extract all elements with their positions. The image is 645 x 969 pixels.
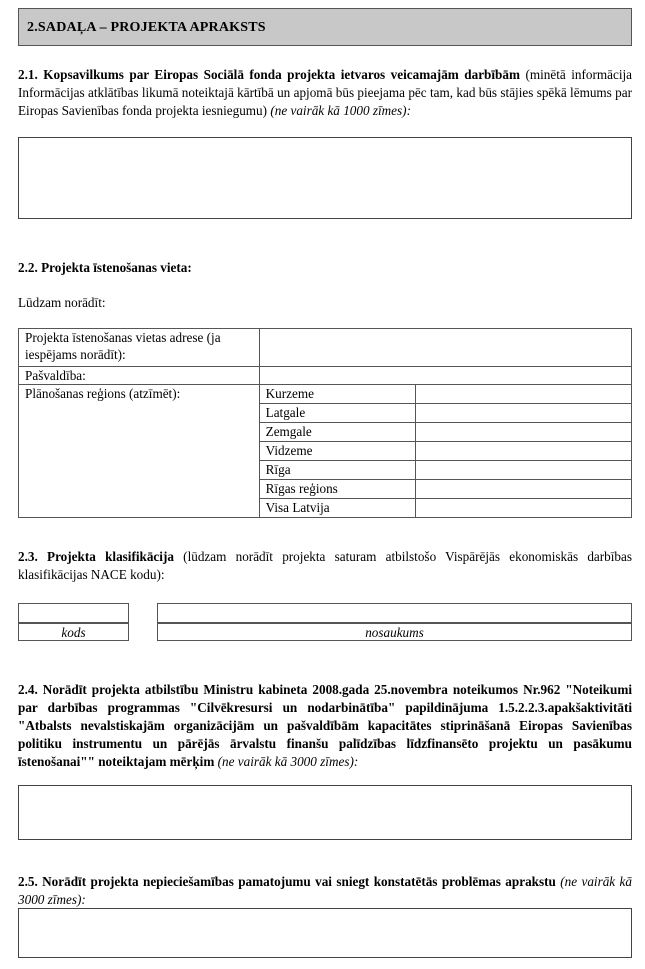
nace-code-input[interactable] [18, 603, 129, 623]
nace-name-input[interactable] [157, 603, 632, 623]
nace-name-label: nosaukums [365, 625, 424, 640]
section-2-5-italic: (ne vairāk kā 3000 zīmes) [18, 874, 632, 907]
section-2-4-heading [18, 681, 632, 771]
location-table [18, 328, 632, 518]
region-checkbox-cell[interactable] [416, 423, 632, 442]
region-checkbox-cell[interactable] [416, 461, 632, 480]
section-2-4-end: : [353, 754, 359, 769]
region-option-label: Rīgas reģions [259, 480, 416, 499]
region-checkbox-cell[interactable] [416, 480, 632, 499]
section-2-2-heading [18, 259, 632, 277]
address-label: Projekta īstenošanas vietas adrese (ja iespējams norādīt): [19, 329, 260, 367]
section-title [27, 20, 266, 36]
section-2-1-heading [18, 66, 632, 120]
municipality-row [19, 367, 632, 385]
section-2-4-italic: (ne vairāk kā 3000 zīmes) [214, 754, 354, 769]
region-checkbox-cell[interactable] [416, 442, 632, 461]
section-2-1-bold: 2.1. Kopsavilkums par Eiropas Sociālā fonda projekta ietvaros veicamajām darbībām [18, 67, 520, 82]
region-option-label: Kurzeme [259, 385, 416, 404]
section-2-2-intro: Lūdzam norādīt: [18, 295, 106, 310]
section-2-3-bold: 2.3. Projekta klasifikācija [18, 549, 174, 564]
region-option-label: Latgale [259, 404, 416, 423]
municipality-input-cell[interactable] [259, 367, 631, 385]
address-row [19, 329, 632, 367]
region-label: Plānošanas reģions (atzīmēt): [19, 385, 260, 518]
region-option-label: Vidzeme [259, 442, 416, 461]
region-checkbox-cell[interactable] [416, 404, 632, 423]
section-2-3-heading [18, 548, 632, 584]
section-2-5-heading [18, 873, 632, 909]
summary-input-box[interactable] [18, 137, 632, 219]
section-title-text: SADAĻA – PROJEKTA APRAKSTS [37, 20, 266, 35]
section-2-2-title: 2.2. Projekta īstenošanas vieta: [18, 260, 192, 275]
region-checkbox-cell[interactable] [416, 385, 632, 404]
nace-code-label: kods [61, 625, 86, 640]
municipality-label: Pašvaldība: [19, 367, 260, 385]
region-option-label: Rīga [259, 461, 416, 480]
region-option-label: Zemgale [259, 423, 416, 442]
region-option-label: Visa Latvija [259, 499, 416, 518]
section-2-3-normal: (lūdzam norādīt projekta saturam atbilstošo Vispārējās ekonomiskās darbības klasifikācijas NACE kodu): [18, 549, 633, 582]
section-number: 2. [27, 20, 38, 35]
section-2-1-end: : [406, 103, 411, 118]
section-2-5-end: : [81, 892, 86, 907]
section-2-1-italic: (ne vairāk kā 1000 zīmes) [270, 103, 407, 118]
region-checkbox-cell[interactable] [416, 499, 632, 518]
section-2-1-normal: (minētā informācija Informācijas atklātības likumā noteiktajā kārtībā un apjomā būs pieejama pēc tam, kad būs stājies spēkā lēmums par Eiropas Savienības fonda projekta iesniegumu) [18, 67, 633, 118]
justification-input-box[interactable] [18, 908, 632, 958]
section-2-5-bold: 2.5. Norādīt projekta nepieciešamības pamatojumu vai sniegt konstatētās problēmas aprakstu [18, 874, 556, 889]
section-header [18, 8, 632, 46]
address-input-cell[interactable] [259, 329, 631, 367]
objective-input-box[interactable] [18, 785, 632, 840]
region-row [19, 385, 632, 404]
section-2-4-bold: 2.4. Norādīt projekta atbilstību Ministru kabineta 2008.gada 25.novembra noteikumos Nr.962 "Noteikumi par darbības programmas "Cilvēkresursi un nodarbinātība" papildinājuma 1.5.2.2.3.apakšaktivitāti "Atbalsts nevalstiskajām organizācijām un pašvaldībām kapacitātes stiprināšanā Eiropas Savienības politiku instrumentu un pārējās ārvalstu finanšu palīdzības līdzfinansēto projektu un pasākumu īstenošanai"" noteiktajam mērķim [18, 682, 632, 769]
